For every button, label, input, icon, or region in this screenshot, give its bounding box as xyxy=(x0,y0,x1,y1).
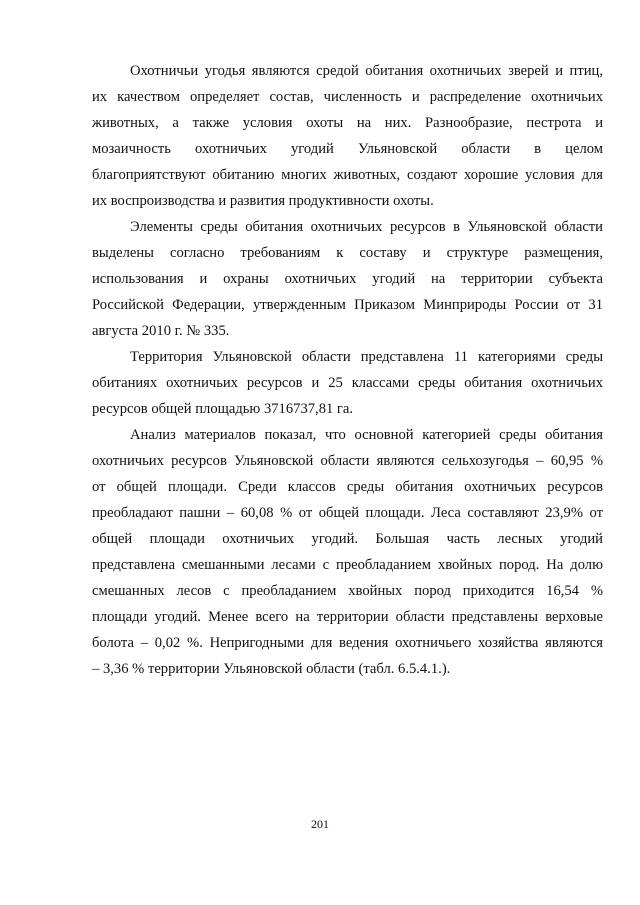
page-number: 201 xyxy=(311,817,329,831)
body-text xyxy=(92,58,603,682)
text-line: августа 2010 г. № 335. xyxy=(92,323,230,339)
text-line: от общей площади. Среди классов среды обитания охотничьих ресурсов xyxy=(92,479,603,495)
text-line: площади угодий. Менее всего на территории области представлены верховые xyxy=(92,609,603,625)
text-line: охотничьих ресурсов Ульяновской области являются сельхозугодья – 60,95 % xyxy=(92,453,603,469)
paragraph-habitat-elements xyxy=(92,214,603,344)
text-line: ресурсов общей площадью 3716737,81 га. xyxy=(92,401,354,417)
text-line: болота – 0,02 %. Непригодными для ведения охотничьего хозяйства являются xyxy=(92,635,603,651)
text-line: мозаичность охотничьих угодий Ульяновской области в целом xyxy=(92,141,603,157)
text-line: использования и охраны охотничьих угодий на территории субъекта xyxy=(92,271,603,287)
text-line: выделены согласно требованиям к составу и структуре размещения, xyxy=(92,245,603,261)
text-line: представлена смешанными лесами с преобладанием хвойных пород. На долю xyxy=(92,557,603,573)
text-line: Российской Федерации, утвержденным Приказом Минприроды России от 31 xyxy=(92,297,603,313)
paragraph-territory-categories xyxy=(92,344,603,422)
text-line: благоприятствуют обитанию многих животных, создают хорошие условия для xyxy=(92,167,603,183)
text-line: Элементы среды обитания охотничьих ресурсов в Ульяновской области xyxy=(130,219,603,235)
text-line: Охотничьи угодья являются средой обитания охотничьих зверей и птиц, xyxy=(130,63,603,79)
text-line: животных, а также условия охоты на них. Разнообразие, пестрота и xyxy=(92,115,603,131)
text-line: Анализ материалов показал, что основной категорией среды обитания xyxy=(130,427,603,443)
text-line: преобладают пашни – 60,08 % от общей площади. Леса составляют 23,9% от xyxy=(92,505,603,521)
paragraph-hunting-grounds xyxy=(92,58,603,214)
text-line: обитаниях охотничьих ресурсов и 25 классами среды обитания охотничьих xyxy=(92,375,603,391)
text-line: общей площади охотничьих угодий. Большая часть лесных угодий xyxy=(92,531,603,547)
text-line: – 3,36 % территории Ульяновской области (табл. 6.5.4.1.). xyxy=(92,661,451,677)
text-line: их качеством определяет состав, численность и распределение охотничьих xyxy=(92,89,603,105)
text-line: их воспроизводства и развития продуктивности охоты. xyxy=(92,193,434,209)
text-line: смешанных лесов с преобладанием хвойных пород приходится 16,54 % xyxy=(92,583,603,599)
text-line: Территория Ульяновской области представлена 11 категориями среды xyxy=(130,349,603,365)
paragraph-analysis xyxy=(92,422,603,682)
